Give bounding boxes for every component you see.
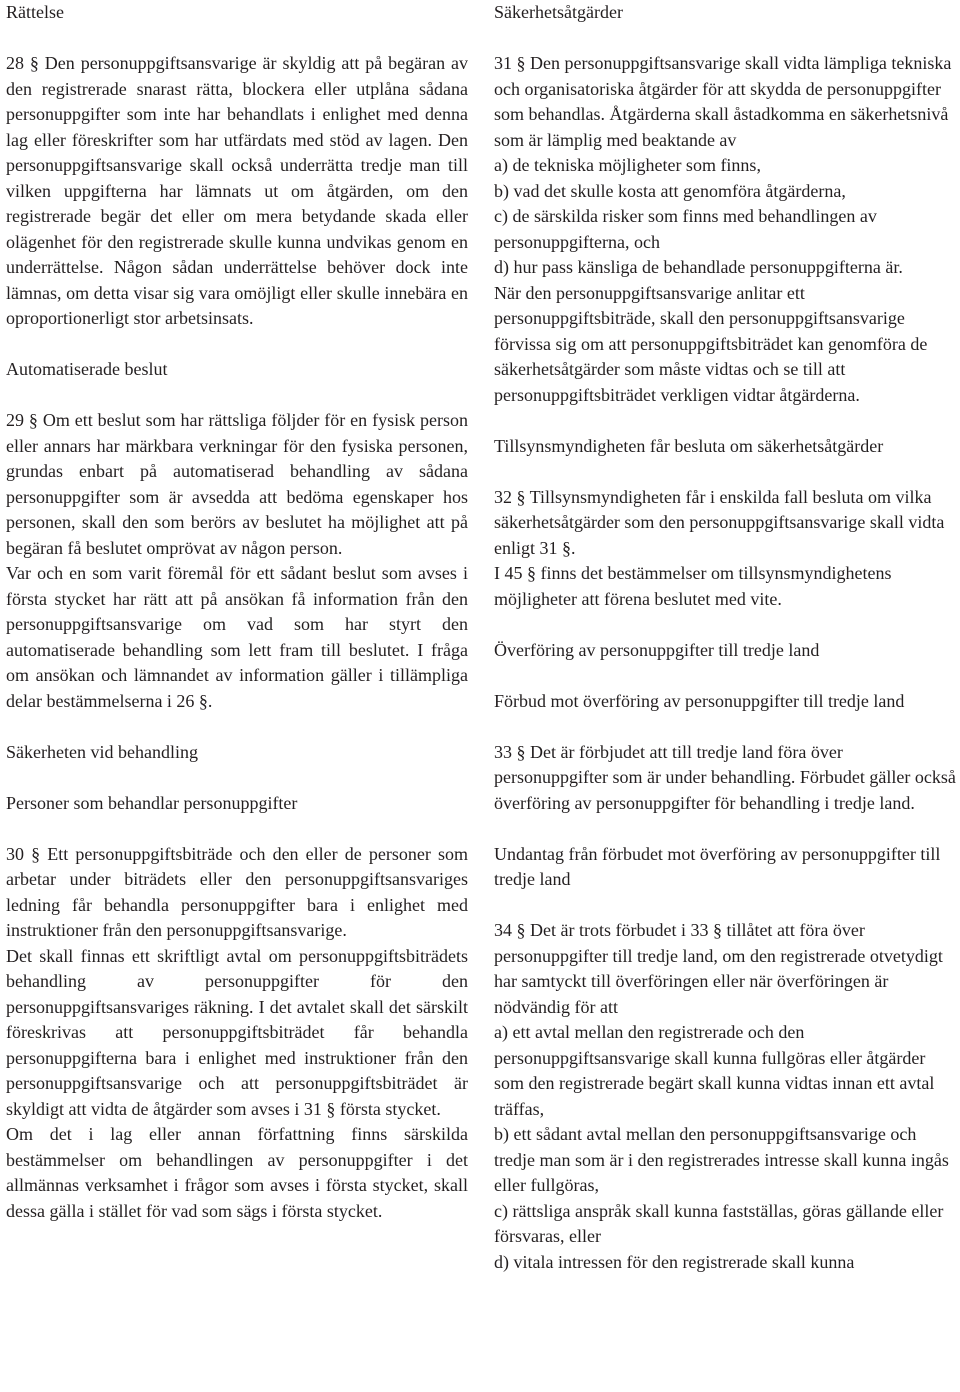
paragraph: d) hur pass känsliga de behandlade personuppgifterna är.: [494, 257, 903, 277]
section-heading: Överföring av personuppgifter till tredje land: [494, 639, 820, 660]
paragraph: I 45 § finns det bestämmelser om tillsynsmyndighetens möjligheter att förena beslutet med vite.: [494, 563, 892, 609]
paragraph: 30 § Ett personuppgiftsbiträde och den eller de personer som arbetar under biträdets eller den personuppgiftsansvariges ledning får behandla personuppgifter bara i enlighet med instruktioner från den personuppgiftsansvarige.: [6, 843, 468, 940]
paragraph: 31 § Den personuppgiftsansvarige skall vidta lämpliga tekniska och organisatoriska åtgärder för att skydda de personuppgifter som behandlas. Åtgärderna skall åstadkomma en säkerhetsnivå som är lämplig med beaktande av: [494, 53, 952, 150]
section-heading: Tillsynsmyndigheten får besluta om säkerhetsåtgärder: [494, 435, 884, 456]
paragraph: Var och en som varit föremål för ett sådant beslut som avses i första stycket har rätt att på ansökan få information från den personuppgiftsansvarige om vad som har styrt den automatiserade behandling som lett fram till beslutet. I fråga om ansökan och lämnandet av information gäller i tillämpliga delar bestämmelserna i 26 §.: [6, 563, 468, 711]
spacer: [6, 383, 468, 409]
paragraph: b) vad det skulle kosta att genomföra åtgärderna,: [494, 180, 846, 201]
left-column: [6, 0, 468, 1224]
section-heading: Säkerhetsåtgärder: [494, 2, 623, 22]
section-heading: Automatiserade beslut: [6, 359, 168, 379]
spacer: [6, 26, 468, 52]
spacer: [494, 714, 959, 740]
paragraph: 33 § Det är förbjudet att till tredje land föra över personuppgifter som är under behandling. Förbudet gäller också överföring av personuppgifter för behandling i tredje land.: [494, 741, 956, 813]
paragraph: b) ett sådant avtal mellan den personuppgiftsansvarige och tredje man som är i den registrerades intresse skall kunna ingås eller fullgöras,: [494, 1124, 949, 1195]
paragraph: d) vitala intressen för den registrerade skall kunna: [494, 1251, 855, 1272]
paragraph: c) rättsliga anspråk skall kunna fastställas, göras gällande eller försvaras, eller: [494, 1200, 944, 1246]
paragraph: a) de tekniska möjligheter som finns,: [494, 155, 761, 175]
spacer: [494, 893, 959, 919]
section-heading: Förbud mot överföring av personuppgifter till tredje land: [494, 690, 905, 711]
spacer: [6, 765, 468, 791]
spacer: [6, 332, 468, 358]
spacer: [494, 663, 959, 689]
section-heading: Personer som behandlar personuppgifter: [6, 792, 298, 813]
paragraph: När den personuppgiftsansvarige anlitar ett personuppgiftsbiträde, skall den personuppgiftsansvarige förvissa sig om att personuppgiftsbiträdet kan genomföra de säkerhetsåtgärder som måste vidtas och se till att personuppgiftsbiträdet verkligen vidtar åtgärderna.: [494, 282, 928, 405]
right-column: [494, 0, 959, 1275]
spacer: [6, 816, 468, 842]
section-heading: Säkerheten vid behandling: [6, 741, 198, 762]
section-heading: Undantag från förbudet mot överföring av personuppgifter till tredje land: [494, 843, 941, 889]
paragraph: 29 § Om ett beslut som har rättsliga följder för en fysisk person eller annars har märkbara verkningar för den fysiska personen, grundas enbart på automatiserad behandling av sådana personuppgifter som är avsedda att bedöma egenskaper hos personen, skall den som berörs av beslutet ha möjlighet att på begäran få beslutet omprövat av någon person.: [6, 410, 468, 558]
spacer: [494, 26, 959, 52]
paragraph: c) de särskilda risker som finns med behandlingen av personuppgifterna, och: [494, 206, 877, 252]
spacer: [494, 459, 959, 485]
paragraph: Det skall finnas ett skriftligt avtal om personuppgiftsbiträdets behandling av personuppgifter för den personuppgiftsansvariges räkning. I det avtalet skall det särskilt föreskrivas att personuppgiftsbiträdet får behandla personuppgifterna bara i enlighet med instruktioner från den personuppgiftsansvarige och att personuppgiftsbiträdet är skyldigt att vidta de åtgärder som avses i 31 § första stycket.: [6, 945, 468, 1119]
paragraph: a) ett avtal mellan den registrerade och den personuppgiftsansvarige skall kunna fullgöras eller åtgärder som den registrerade begärt skall kunna vidtas innan ett avtal träffas,: [494, 1022, 935, 1119]
spacer: [6, 714, 468, 740]
section-heading: Rättelse: [6, 2, 64, 22]
paragraph: 32 § Tillsynsmyndigheten får i enskilda fall besluta om vilka säkerhetsåtgärder som den personuppgiftsansvarige skall vidta enligt 31 §.: [494, 486, 945, 558]
spacer: [494, 816, 959, 842]
spacer: [494, 612, 959, 638]
paragraph: Om det i lag eller annan författning finns särskilda bestämmelser om behandlingen av personuppgifter i det allmännas verksamhet i frågor som avses i första stycket, skall dessa gälla i stället för vad som sägs i första stycket.: [6, 1124, 468, 1221]
spacer: [494, 408, 959, 434]
paragraph: 28 § Den personuppgiftsansvarige är skyldig att på begäran av den registrerade snarast rätta, blockera eller utplåna sådana personuppgifter som inte har behandlats i enlighet med denna lag eller föreskrifter som har utfärdats med stöd av lagen. Den personuppgiftsansvarige skall också underrätta tredje man till vilken uppgifterna har lämnats ut om åtgärden, om den registrerade begär det eller om mera betydande skada eller olägenhet för den registrerade skulle kunna undvikas genom en underrättelse. Någon sådan underrättelse behöver dock inte lämnas, om detta visar sig vara omöjligt eller skulle innebära en oproportionerligt stor arbetsinsats.: [6, 53, 468, 328]
paragraph: 34 § Det är trots förbudet i 33 § tillåtet att föra över personuppgifter till tredje land, om den registrerade otvetydigt har samtyckt till överföringen eller när överföringen är nödvändig för att: [494, 920, 943, 1017]
